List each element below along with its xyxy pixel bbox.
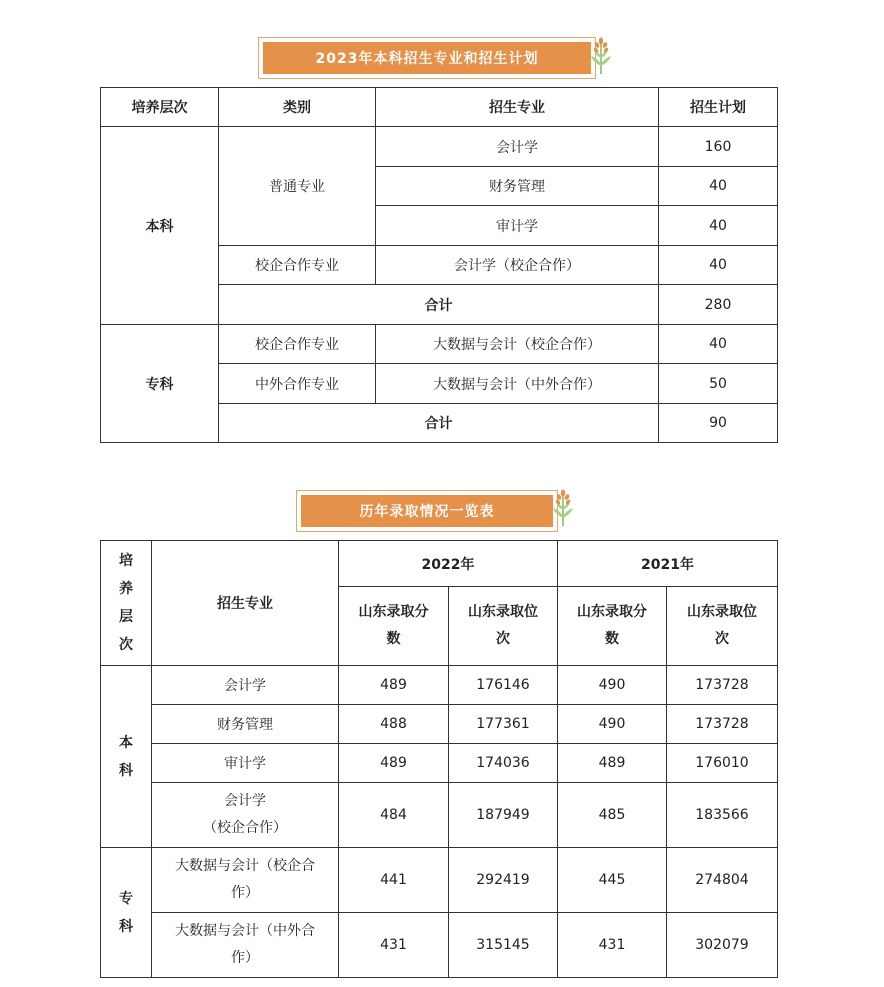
table-row	[101, 848, 778, 913]
table-row	[101, 325, 778, 364]
rank-cell: 174036	[449, 744, 558, 783]
category-cell: 中外合作专业	[219, 364, 376, 404]
major-cell: 大数据与会计（中外合作）	[376, 364, 659, 404]
score-cell: 484	[339, 783, 449, 848]
score-cell: 489	[558, 744, 667, 783]
header-year-2021: 2021年	[558, 541, 778, 587]
rank-cell: 315145	[449, 913, 558, 978]
level-zhuanke: 专科	[101, 325, 219, 443]
major-cell: 大数据与会计（校企合 作）	[152, 848, 339, 913]
rank-cell: 177361	[449, 705, 558, 744]
table-row	[101, 705, 778, 744]
header-year-2022: 2022年	[339, 541, 558, 587]
header-category: 类别	[219, 88, 376, 127]
header-level: 培 养 层 次	[101, 541, 152, 666]
header-rank-2021: 山东录取位 次	[667, 587, 778, 666]
total-label: 合计	[219, 404, 659, 443]
table-row	[101, 744, 778, 783]
plan-title-banner	[258, 37, 596, 79]
header-level: 培养层次	[101, 88, 219, 127]
total-label: 合计	[219, 285, 659, 325]
rank-cell: 173728	[667, 705, 778, 744]
header-score-2021: 山东录取分 数	[558, 587, 667, 666]
score-cell: 431	[339, 913, 449, 978]
table-header-row	[101, 88, 778, 127]
plan-cell: 50	[659, 364, 778, 404]
header-major: 招生专业	[152, 541, 339, 666]
plan-cell: 40	[659, 206, 778, 246]
score-cell: 490	[558, 705, 667, 744]
category-cell: 校企合作专业	[219, 325, 376, 364]
score-cell: 445	[558, 848, 667, 913]
major-cell: 大数据与会计（校企合作）	[376, 325, 659, 364]
header-rank-2022: 山东录取位 次	[449, 587, 558, 666]
major-cell: 会计学	[376, 127, 659, 167]
total-value: 90	[659, 404, 778, 443]
table-header-row	[101, 541, 778, 587]
level-zhuanke: 专 科	[101, 848, 152, 978]
table-row	[101, 913, 778, 978]
sprig-decoration-icon	[552, 488, 574, 526]
major-cell: 会计学 （校企合作）	[152, 783, 339, 848]
header-major: 招生专业	[376, 88, 659, 127]
level-benke: 本 科	[101, 666, 152, 848]
rank-cell: 187949	[449, 783, 558, 848]
score-cell: 490	[558, 666, 667, 705]
table-row	[101, 127, 778, 167]
rank-cell: 176146	[449, 666, 558, 705]
category-putong: 普通专业	[219, 127, 376, 246]
enrollment-plan-table	[100, 87, 778, 443]
major-cell: 审计学	[152, 744, 339, 783]
admission-history-table	[100, 540, 778, 978]
plan-cell: 40	[659, 167, 778, 206]
major-cell: 大数据与会计（中外合 作）	[152, 913, 339, 978]
header-score-2022: 山东录取分 数	[339, 587, 449, 666]
score-cell: 488	[339, 705, 449, 744]
rank-cell: 302079	[667, 913, 778, 978]
total-value: 280	[659, 285, 778, 325]
score-cell: 431	[558, 913, 667, 978]
plan-cell: 40	[659, 325, 778, 364]
rank-cell: 176010	[667, 744, 778, 783]
major-cell: 财务管理	[152, 705, 339, 744]
plan-cell: 160	[659, 127, 778, 167]
table-row	[101, 783, 778, 848]
rank-cell: 173728	[667, 666, 778, 705]
rank-cell: 274804	[667, 848, 778, 913]
major-cell: 审计学	[376, 206, 659, 246]
header-plan: 招生计划	[659, 88, 778, 127]
major-cell: 会计学（校企合作）	[376, 246, 659, 285]
sprig-decoration-icon	[590, 36, 612, 74]
rank-cell: 292419	[449, 848, 558, 913]
major-cell: 会计学	[152, 666, 339, 705]
table-row	[101, 666, 778, 705]
history-title-banner	[296, 490, 558, 532]
score-cell: 441	[339, 848, 449, 913]
score-cell: 485	[558, 783, 667, 848]
score-cell: 489	[339, 666, 449, 705]
plan-title: 2023年本科招生专业和招生计划	[263, 42, 591, 74]
plan-cell: 40	[659, 246, 778, 285]
score-cell: 489	[339, 744, 449, 783]
rank-cell: 183566	[667, 783, 778, 848]
history-title: 历年录取情况一览表	[301, 495, 553, 527]
major-cell: 财务管理	[376, 167, 659, 206]
category-cell: 校企合作专业	[219, 246, 376, 285]
level-benke: 本科	[101, 127, 219, 325]
